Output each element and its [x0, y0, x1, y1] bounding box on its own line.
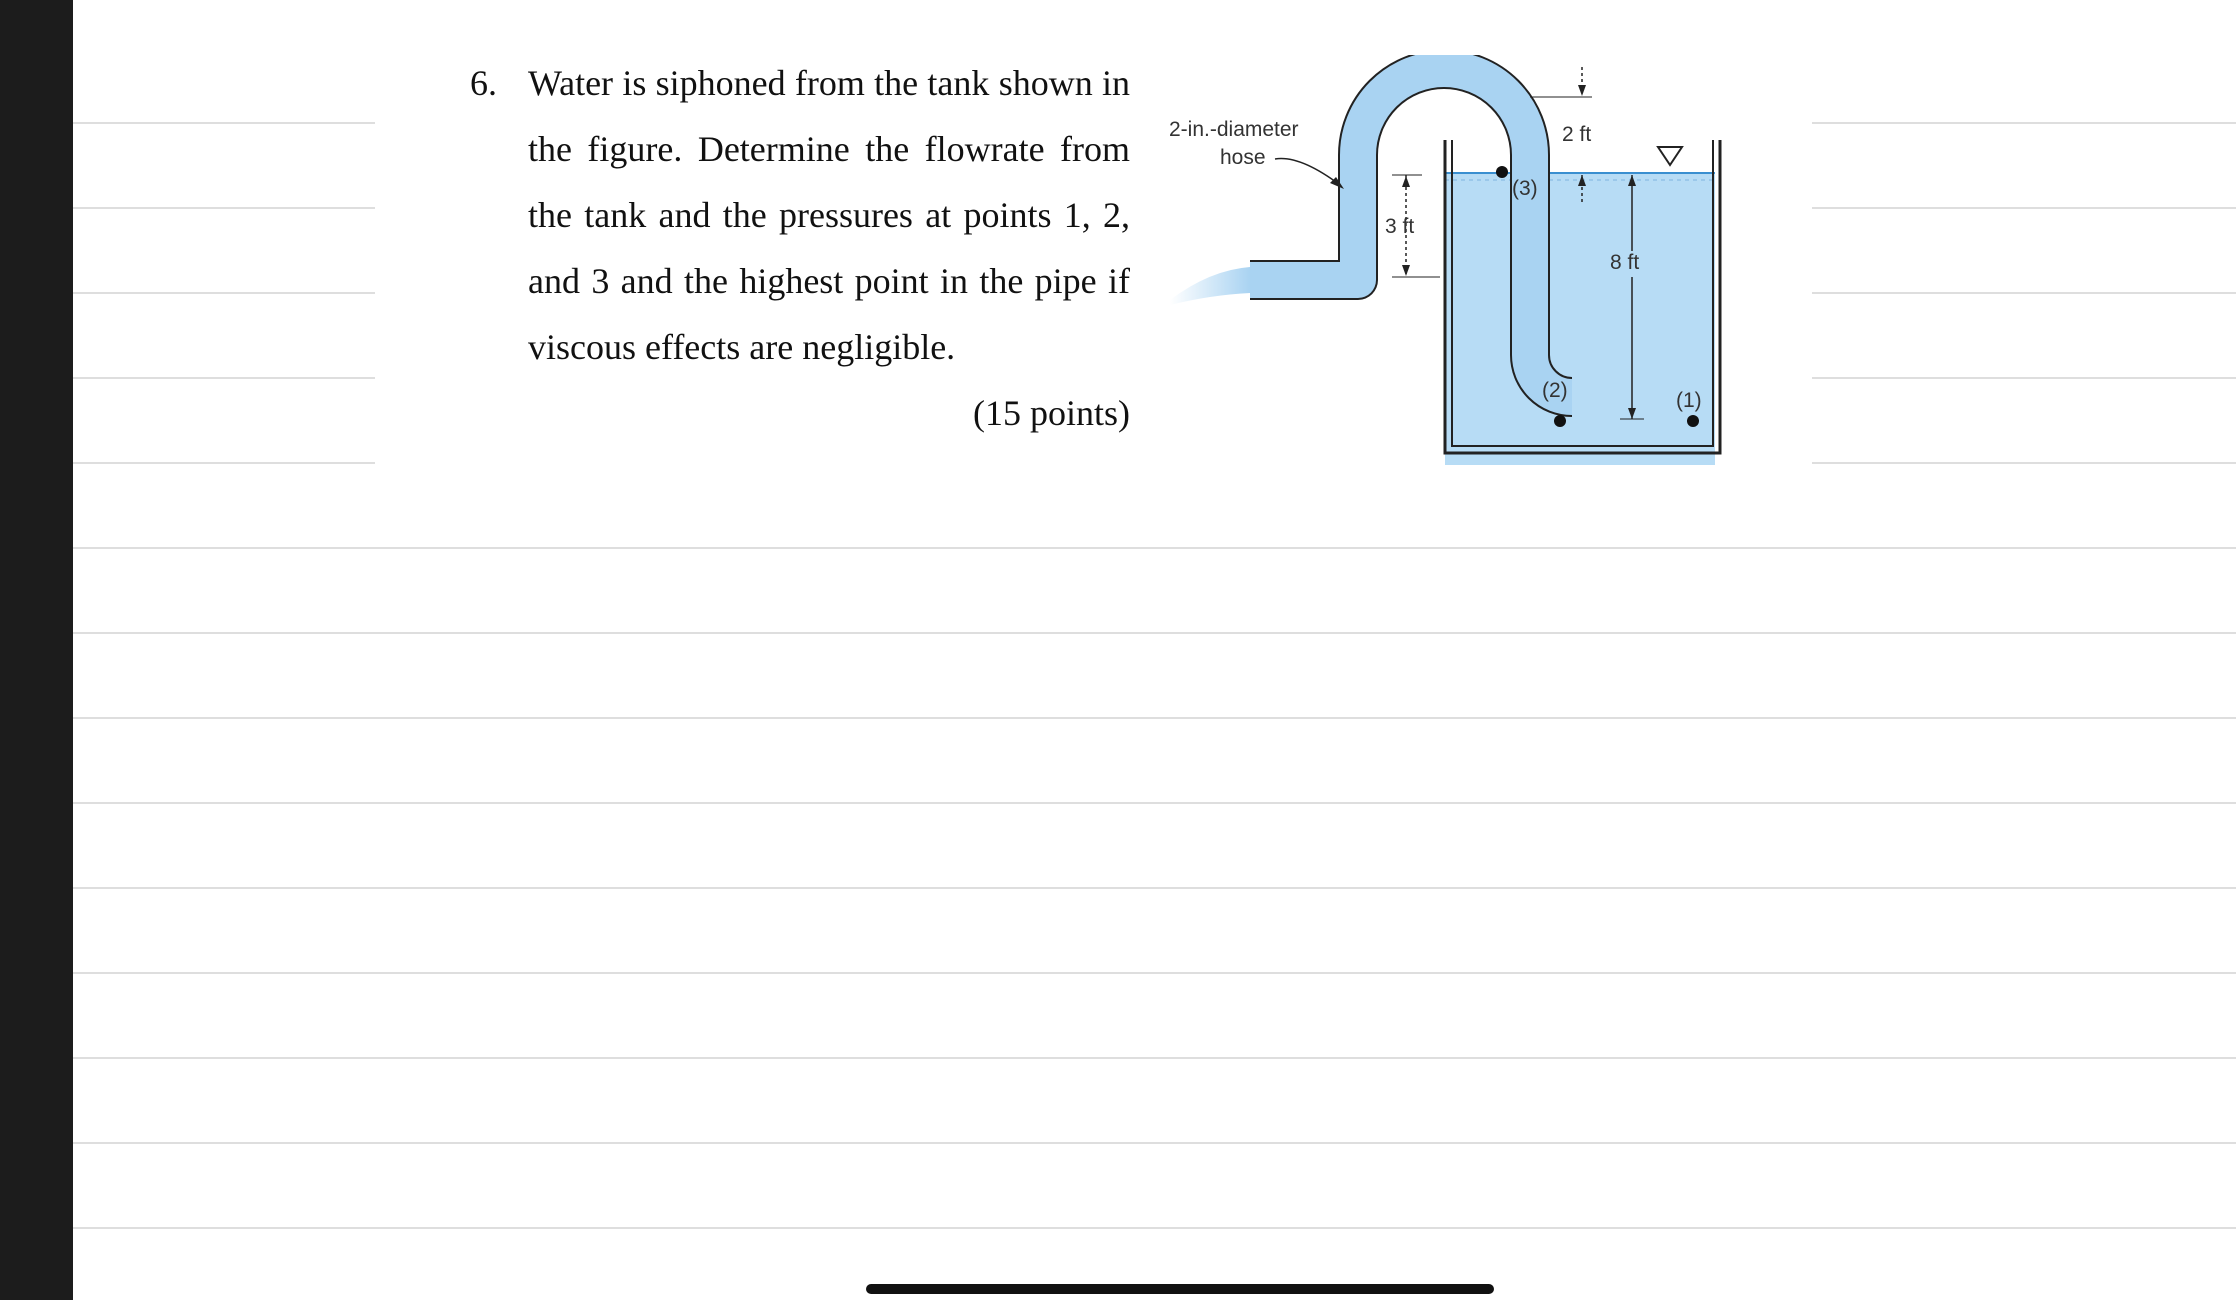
rule-line	[73, 547, 2236, 549]
dim-3ft-arrow-up	[1402, 176, 1410, 187]
point-1-marker	[1687, 415, 1699, 427]
hose-label-line1: 2-in.-diameter	[1169, 118, 1299, 141]
rule-line	[73, 462, 375, 464]
rule-line	[73, 1057, 2236, 1059]
rule-line	[73, 1227, 2236, 1229]
dim-2ft-arrow-down	[1578, 85, 1586, 96]
hose-leader-line	[1275, 159, 1340, 185]
problem-number: 6.	[470, 63, 497, 103]
rule-line	[73, 292, 375, 294]
siphon-diagram	[1150, 55, 1730, 465]
left-sidebar-bar	[0, 0, 73, 1300]
problem-text: Water is siphoned from the tank shown in the figure. Determine the flowrate from the tank and the pressures at points 1, 2, and 3 and the highest point in the pipe if viscous effects are negligible.	[528, 63, 1130, 367]
home-indicator[interactable]	[866, 1284, 1494, 1294]
water-jet	[1170, 267, 1250, 305]
problem-statement	[470, 50, 1130, 446]
problem-points: (15 points)	[973, 393, 1130, 433]
dim-2ft-label: 2 ft	[1562, 123, 1592, 146]
rule-line	[1812, 462, 2236, 464]
rule-line	[73, 1142, 2236, 1144]
rule-line	[73, 207, 375, 209]
dim-3ft-arrow-down	[1402, 265, 1410, 276]
rule-line	[73, 717, 2236, 719]
dim-8ft-label: 8 ft	[1610, 251, 1640, 274]
free-surface-symbol	[1658, 147, 1682, 165]
point-2-label: (2)	[1542, 379, 1568, 402]
rule-line	[73, 972, 2236, 974]
tank-water	[1445, 173, 1715, 465]
rule-line	[73, 377, 375, 379]
point-1-label: (1)	[1676, 389, 1702, 412]
rule-line	[73, 887, 2236, 889]
hose-label-line2: hose	[1220, 146, 1266, 169]
rule-line	[73, 122, 375, 124]
point-3-marker	[1496, 166, 1508, 178]
siphon-figure	[1150, 55, 1730, 465]
rule-line	[1812, 207, 2236, 209]
rule-line	[1812, 122, 2236, 124]
rule-line	[1812, 292, 2236, 294]
rule-line	[73, 802, 2236, 804]
point-2-marker	[1554, 415, 1566, 427]
rule-line	[73, 632, 2236, 634]
dim-3ft-label: 3 ft	[1385, 215, 1415, 238]
rule-line	[1812, 377, 2236, 379]
point-3-label: (3)	[1512, 177, 1538, 200]
